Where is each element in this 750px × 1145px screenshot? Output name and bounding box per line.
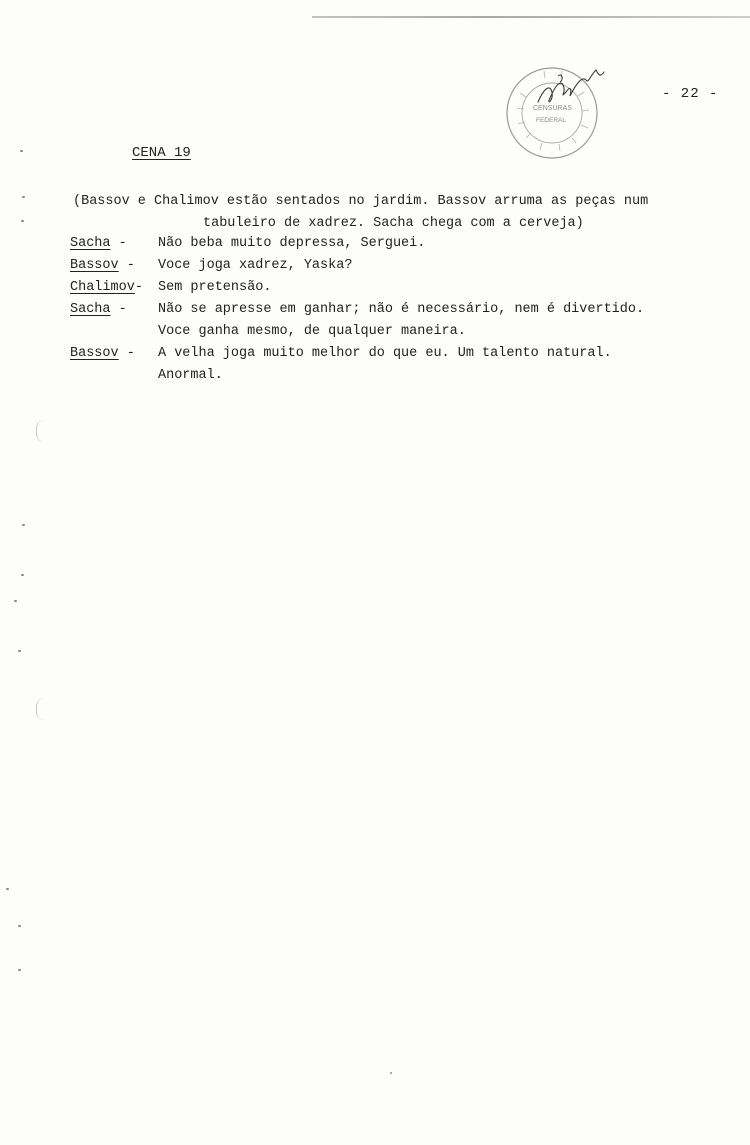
margin-mark xyxy=(18,969,21,971)
speaker-label xyxy=(70,343,158,387)
margin-mark xyxy=(18,650,21,652)
speaker-separator: - xyxy=(118,346,135,361)
speech-line: Voce ganha mesmo, de qualquer maneira. xyxy=(158,324,466,339)
speaker-separator: - xyxy=(110,302,127,317)
speaker-name: Chalimov xyxy=(70,280,135,295)
dialogue-line xyxy=(70,299,720,343)
stage-direction-line-2: tabuleiro de xadrez. Sacha chega com a cerveja) xyxy=(203,216,584,231)
margin-mark xyxy=(21,574,24,576)
dialogue-line xyxy=(70,255,720,277)
speech-text xyxy=(158,233,720,255)
speech-line: A velha joga muito melhor do que eu. Um talento natural. xyxy=(158,346,612,361)
speaker-separator: - xyxy=(110,236,127,251)
speech-text xyxy=(158,255,720,277)
speaker-name: Bassov xyxy=(70,346,119,361)
dialogue-line xyxy=(70,343,720,387)
speech-line: Não beba muito depressa, Serguei. xyxy=(158,236,426,251)
margin-mark xyxy=(18,925,21,927)
speaker-label xyxy=(70,233,158,255)
dialogue-line xyxy=(70,277,720,299)
speech-line: Anormal. xyxy=(158,368,223,383)
stamp-text-1: CENSURAS xyxy=(533,105,572,112)
dialogue-line xyxy=(70,233,720,255)
stage-direction xyxy=(73,191,648,235)
margin-mark xyxy=(14,600,17,602)
speaker-label xyxy=(70,277,158,299)
speech-line: Sem pretensão. xyxy=(158,280,272,295)
speaker-name: Sacha xyxy=(70,236,111,251)
speech-text xyxy=(158,299,720,343)
speech-text xyxy=(158,277,720,299)
speech-line: Voce joga xadrez, Yaska? xyxy=(158,258,353,273)
margin-mark xyxy=(22,196,25,198)
margin-mark xyxy=(21,220,24,222)
scene-title: CENA 19 xyxy=(132,145,191,161)
page-number: - 22 - xyxy=(662,86,719,102)
margin-mark xyxy=(22,524,25,526)
speaker-name: Sacha xyxy=(70,302,111,317)
stamp-text-2: FEDERAL xyxy=(536,117,566,124)
speaker-separator: - xyxy=(134,280,143,295)
footer-mark xyxy=(390,1072,392,1074)
speaker-name: Bassov xyxy=(70,258,119,273)
dialogue-block xyxy=(70,233,720,387)
speaker-label xyxy=(70,299,158,343)
punch-hole xyxy=(36,420,51,442)
top-rule xyxy=(312,16,750,18)
stage-direction-line-1: (Bassov e Chalimov estão sentados no jardim. Bassov arruma as peças num xyxy=(73,194,649,209)
speech-line: Não se apresse em ganhar; não é necessário, nem é divertido. xyxy=(158,302,645,317)
margin-mark xyxy=(20,150,23,152)
speech-text xyxy=(158,343,720,387)
margin-mark xyxy=(6,888,9,890)
speaker-separator: - xyxy=(118,258,135,273)
censorship-stamp xyxy=(500,58,610,168)
punch-hole xyxy=(36,698,51,720)
speaker-label xyxy=(70,255,158,277)
